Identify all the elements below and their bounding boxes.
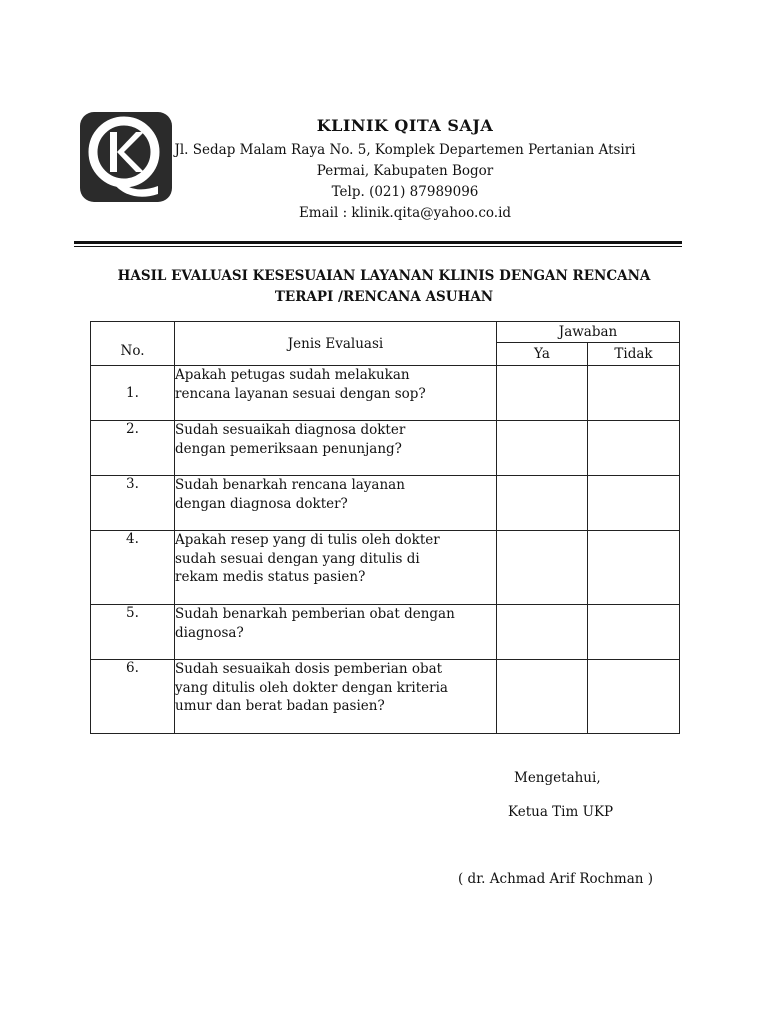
- clinic-email: Email : klinik.qita@yahoo.co.id: [298, 205, 512, 221]
- question-line: Sudah sesuaikah diagnosa dokter: [175, 422, 406, 438]
- signature-name: ( dr. Achmad Arif Rochman ): [458, 871, 653, 887]
- signature-acknowledged: Mengetahui,: [514, 770, 601, 786]
- table-row: [91, 366, 680, 421]
- question-line: sudah sesuai dengan yang ditulis di: [175, 550, 420, 567]
- row-question: [175, 476, 497, 531]
- clinic-phone: Telp. (021) 87989096: [331, 184, 479, 200]
- question-line: Sudah sesuaikah dosis pemberian obat: [175, 661, 443, 677]
- table-row: [91, 421, 680, 476]
- letterhead-divider-thin: [74, 246, 682, 247]
- question-line: Apakah petugas sudah melakukan: [175, 367, 410, 383]
- answer-tidak-cell[interactable]: [588, 531, 680, 605]
- header-tidak-label: Tidak: [614, 346, 653, 362]
- evaluation-table: [90, 321, 680, 734]
- answer-ya-cell[interactable]: [497, 421, 588, 476]
- answer-ya-cell[interactable]: [497, 531, 588, 605]
- document-title-line2: TERAPI /RENCANA ASUHAN: [274, 289, 494, 305]
- row-question: [175, 421, 497, 476]
- question-line: dengan pemeriksaan penunjang?: [175, 440, 402, 457]
- header-no-label: No.: [120, 342, 145, 359]
- clinic-logo-icon: [80, 112, 172, 202]
- row-question: [175, 366, 497, 421]
- row-question: [175, 660, 497, 734]
- document-title: [90, 266, 678, 308]
- letterhead: [170, 116, 640, 224]
- question-line: dengan diagnosa dokter?: [175, 495, 348, 512]
- row-number: 4.: [91, 531, 175, 605]
- row-question: [175, 605, 497, 660]
- answer-tidak-cell[interactable]: [588, 476, 680, 531]
- document-title-line1: HASIL EVALUASI KESESUAIAN LAYANAN KLINIS DENGAN RENCANA: [117, 268, 651, 284]
- question-line: yang ditulis oleh dokter dengan kriteria: [175, 679, 448, 696]
- header-no: [91, 322, 175, 366]
- row-number: 1.: [91, 366, 175, 421]
- header-tidak: [588, 343, 680, 366]
- question-line: umur dan berat badan pasien?: [175, 698, 385, 714]
- row-number: 3.: [91, 476, 175, 531]
- answer-tidak-cell[interactable]: [588, 660, 680, 734]
- answer-ya-cell[interactable]: [497, 660, 588, 734]
- header-ya-label: Ya: [534, 346, 550, 362]
- logo-k-stem: [110, 132, 117, 172]
- answer-tidak-cell[interactable]: [588, 421, 680, 476]
- clinic-address-line2: Permai, Kabupaten Bogor: [316, 163, 494, 179]
- row-question: [175, 531, 497, 605]
- answer-tidak-cell[interactable]: [588, 605, 680, 660]
- clinic-address-line1: Jl. Sedap Malam Raya No. 5, Komplek Departemen Pertanian Atsiri: [174, 142, 636, 158]
- answer-ya-cell[interactable]: [497, 366, 588, 421]
- header-jenis-label: Jenis Evaluasi: [287, 335, 384, 352]
- question-line: rekam medis status pasien?: [175, 569, 366, 585]
- row-number: 6.: [91, 660, 175, 734]
- question-line: Apakah resep yang di tulis oleh dokter: [175, 532, 440, 548]
- clinic-logo: [80, 112, 172, 202]
- header-jawaban-label: Jawaban: [558, 324, 618, 340]
- table-row: [91, 605, 680, 660]
- letterhead-divider-thick: [74, 241, 682, 244]
- table-row: [91, 476, 680, 531]
- header-jawaban: [497, 322, 680, 343]
- header-jenis-evaluasi: [175, 322, 497, 366]
- question-line: Sudah benarkah rencana layanan: [175, 477, 405, 493]
- header-ya: [497, 343, 588, 366]
- question-line: Sudah benarkah pemberian obat dengan: [175, 606, 455, 622]
- table-row: [91, 660, 680, 734]
- answer-tidak-cell[interactable]: [588, 366, 680, 421]
- answer-ya-cell[interactable]: [497, 605, 588, 660]
- row-number: 2.: [91, 421, 175, 476]
- answer-ya-cell[interactable]: [497, 476, 588, 531]
- question-line: rencana layanan sesuai dengan sop?: [175, 385, 426, 402]
- question-line: diagnosa?: [175, 624, 244, 641]
- table-row: [91, 531, 680, 605]
- signature-role: Ketua Tim UKP: [508, 804, 614, 820]
- clinic-name: KLINIK QITA SAJA: [316, 116, 494, 135]
- row-number: 5.: [91, 605, 175, 660]
